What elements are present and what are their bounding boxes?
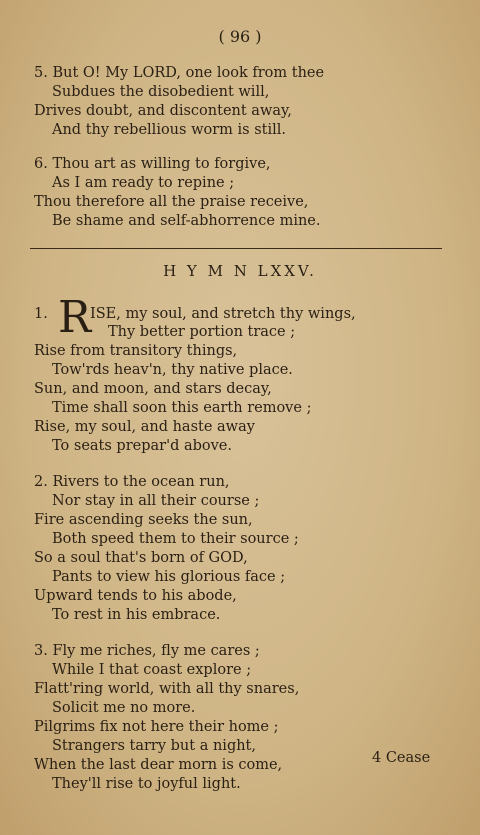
verse-line: As I am ready to repine ; [52,175,235,191]
verse-line: To rest in his embrace. [52,607,221,623]
verse-line: Tow'rds heav'n, thy native place. [52,362,293,378]
catchword: 4 Cease [372,750,431,766]
verse-line: Flatt'ring world, with all thy snares, [34,681,300,697]
verse-line: Nor stay in all their course ; [52,493,260,509]
verse-line: Upward tends to his abode, [34,588,237,604]
verse-line: So a soul that's born of GOD, [34,550,248,566]
verse-line: Sun, and moon, and stars decay, [34,381,272,397]
verse-line: Strangers tarry but a night, [52,738,256,754]
verse-line: Fire ascending seeks the sun, [34,512,253,528]
verse-line: They'll rise to joyful light. [52,776,241,792]
verse-line: Pants to view his glorious face ; [52,569,286,585]
stanza-number: 1. [34,306,48,322]
verse-line: 5. But O! My LORD, one look from thee [34,65,325,81]
verse-line: And thy rebellious worm is still. [52,122,286,138]
section-divider [30,248,442,249]
drop-cap: R [58,292,92,343]
verse-line: Drives doubt, and discontent away, [34,103,292,119]
hymn-title: H Y M N LXXV. [163,262,317,280]
verse-line: Rise from transitory things, [34,343,238,359]
verse-line: Pilgrims fix not here their home ; [34,719,279,735]
verse-line: To seats prepar'd above. [52,438,232,454]
verse-line: 3. Fly me riches, fly me cares ; [34,643,260,659]
verse-line: ISE, my soul, and stretch thy wings, [90,306,356,322]
verse-line: Both speed them to their source ; [52,531,299,547]
verse-line: Be shame and self-abhorrence mine. [52,213,321,229]
verse-line: Thou therefore all the praise receive, [34,194,309,210]
verse-line: Solicit me no more. [52,700,196,716]
verse-line: Thy better portion trace ; [108,324,296,340]
verse-line: Subdues the disobedient will, [52,84,270,100]
verse-line: Rise, my soul, and haste away [34,419,255,435]
verse-line: 2. Rivers to the ocean run, [34,474,230,490]
verse-line: 6. Thou art as willing to forgive, [34,156,271,172]
verse-line: When the last dear morn is come, [34,757,283,773]
verse-line: Time shall soon this earth remove ; [52,400,312,416]
verse-line: While I that coast explore ; [52,662,252,678]
page-number: ( 96 ) [218,27,262,46]
